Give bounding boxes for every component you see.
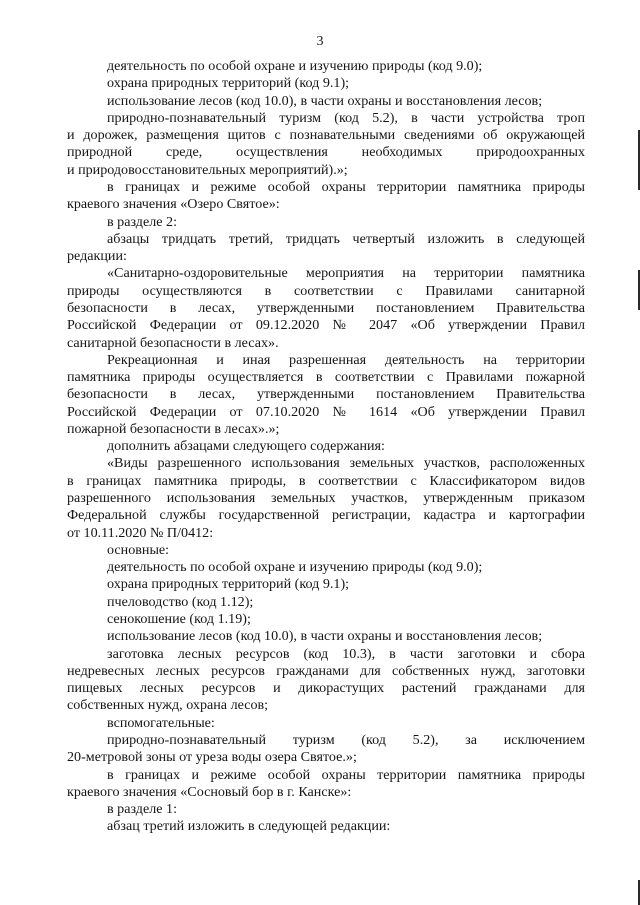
text-line: Российской Федерации от 07.10.2020 № 1614 «Об утверждении Правил bbox=[67, 403, 585, 420]
text-line: природы осуществляются в соответствии с Правилами санитарной bbox=[67, 282, 585, 299]
text-line: в границах и режиме особой охраны территории памятника природы bbox=[107, 178, 585, 195]
text-line: природно-познавательный туризм (код 5.2), за исключением bbox=[107, 731, 585, 748]
text-line: редакции: bbox=[67, 248, 127, 265]
text-line: краевого значения «Озеро Святое»: bbox=[67, 196, 280, 213]
text-line: пчеловодство (код 1.12); bbox=[107, 593, 254, 610]
text-line: и дорожек, размещения щитов с познавательными сведениями об окружающей bbox=[67, 127, 585, 144]
text-line: в границах и режиме особой охраны территории памятника природы bbox=[107, 766, 585, 783]
text-line: деятельность по особой охране и изучению природы (код 9.0); bbox=[107, 58, 483, 74]
text-line: деятельность по особой охране и изучению природы (код 9.0); bbox=[107, 559, 483, 576]
text-line: от 10.11.2020 № П/0412: bbox=[67, 524, 214, 541]
text-line: основные: bbox=[107, 541, 170, 558]
document-body bbox=[67, 58, 585, 836]
text-line: Рекреационная и иная разрешенная деятельность на территории bbox=[107, 351, 585, 368]
text-line: в разделе 1: bbox=[107, 801, 177, 818]
text-line: 20-метровой зоны от уреза воды озера Святое.»; bbox=[67, 749, 357, 766]
text-line: охрана природных территорий (код 9.1); bbox=[107, 576, 350, 593]
text-line: безопасности в лесах, утвержденными постановлением Правительства bbox=[67, 299, 585, 316]
text-line: краевого значения «Сосновый бор в г. Канске»: bbox=[67, 783, 352, 800]
text-line: Федеральной службы государственной регистрации, кадастра и картографии bbox=[67, 507, 585, 524]
text-line: заготовка лесных ресурсов (код 10.3), в части заготовки и сбора bbox=[107, 645, 585, 662]
text-line: собственных нужд, охрана лесов; bbox=[67, 697, 269, 714]
text-line: Российской Федерации от 09.12.2020 № 2047 «Об утверждении Правил bbox=[67, 317, 585, 334]
text-line: «Санитарно-оздоровительные мероприятия на территории памятника bbox=[107, 265, 585, 282]
text-line: в разделе 2: bbox=[107, 213, 177, 230]
text-line: «Виды разрешенного использования земельных участков, расположенных bbox=[107, 455, 585, 472]
text-line: пожарной безопасности в лесах».»; bbox=[67, 420, 280, 437]
text-line: природно-познавательный туризм (код 5.2), в части устройства троп bbox=[107, 109, 585, 126]
text-line: и природовосстановительных мероприятий).»; bbox=[67, 161, 348, 178]
text-line: дополнить абзацами следующего содержания: bbox=[107, 438, 385, 455]
text-line: использование лесов (код 10.0), в части охраны и восстановления лесов; bbox=[107, 92, 543, 109]
text-line: абзац третий изложить в следующей редакции: bbox=[107, 818, 391, 835]
text-line: пищевых лесных ресурсов и дикорастущих растений гражданами для bbox=[67, 680, 585, 697]
text-line: в границах памятника природы, в соответствии с Классификатором видов bbox=[67, 472, 585, 489]
text-line: вспомогательные: bbox=[107, 714, 215, 731]
text-line: памятника природы осуществляется в соответствии с Правилами пожарной bbox=[67, 369, 585, 386]
text-line: сенокошение (код 1.19); bbox=[107, 611, 251, 627]
text-line: разрешенного использования земельных участков, утвержденным приказом bbox=[67, 490, 585, 507]
page-number: 3 bbox=[316, 34, 324, 49]
text-line: недревесных лесных ресурсов гражданами для собственных нужд, заготовки bbox=[67, 662, 585, 679]
text-line: безопасности в лесах, утвержденными постановлением Правительства bbox=[67, 386, 585, 403]
text-line: охрана природных территорий (код 9.1); bbox=[107, 75, 350, 92]
text-line: использование лесов (код 10.0), в части охраны и восстановления лесов; bbox=[107, 628, 543, 645]
text-line: санитарной безопасности в лесах». bbox=[67, 334, 279, 351]
text-line: абзацы тридцать третий, тридцать четвертый изложить в следующей bbox=[107, 230, 585, 247]
text-line: природной среде, осуществления необходимых природоохранных bbox=[67, 144, 585, 161]
